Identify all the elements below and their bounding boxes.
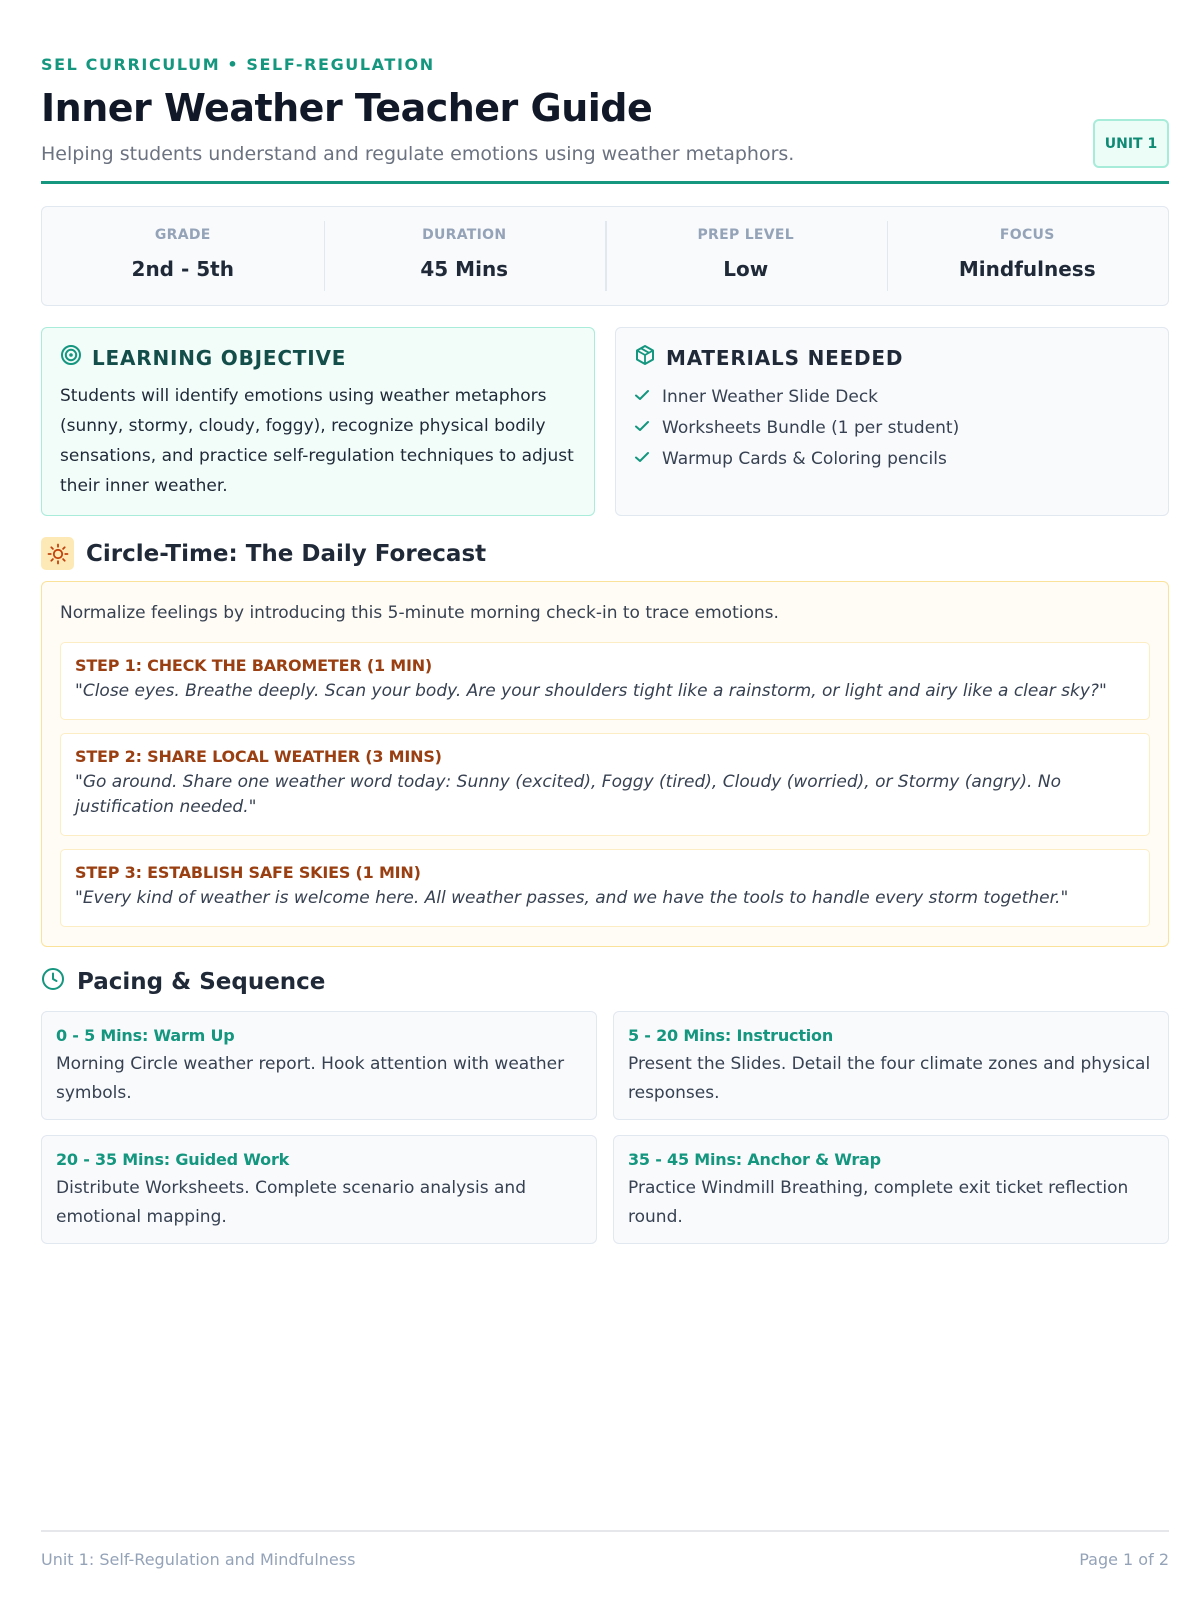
materials-title: MATERIALS NEEDED (666, 345, 904, 370)
package-icon (634, 344, 656, 371)
stat-label: GRADE (154, 227, 211, 243)
section-title: Circle-Time: The Daily Forecast (86, 540, 487, 567)
pacing-text: Present the Slides. Detail the four climate zones and physical responses. (628, 1054, 1151, 1103)
stat-value: 2nd - 5th (131, 257, 234, 281)
daily-forecast-panel (41, 581, 1169, 947)
pacing-label: 5 - 20 Mins: Instruction (628, 1026, 834, 1045)
check-icon (634, 387, 650, 407)
pacing-label: 35 - 45 Mins: Anchor & Wrap (628, 1150, 881, 1169)
pacing-text: Distribute Worksheets. Complete scenario analysis and emotional mapping. (56, 1178, 526, 1227)
step-quote: "Close eyes. Breathe deeply. Scan your body. Are your shoulders tight like a rainstorm, or light and airy like a clear sky?" (75, 681, 1107, 701)
step-quote: "Every kind of weather is welcome here. All weather passes, and we have the tools to handle every storm together." (75, 888, 1069, 908)
materials-card (615, 327, 1169, 516)
header-divider (41, 181, 1169, 184)
stat-prep-level (605, 207, 887, 305)
circle-time-heading (41, 537, 486, 570)
stats-bar (41, 206, 1169, 306)
objective-title: LEARNING OBJECTIVE (92, 345, 347, 370)
pacing-label: 0 - 5 Mins: Warm Up (56, 1026, 235, 1045)
page-subtitle: Helping students understand and regulate emotions using weather metaphors. (41, 143, 795, 165)
pacing-label: 20 - 35 Mins: Guided Work (56, 1150, 290, 1169)
stat-value: Mindfulness (958, 257, 1096, 281)
material-label: Warmup Cards & Coloring pencils (662, 448, 947, 469)
material-label: Inner Weather Slide Deck (662, 386, 879, 407)
step-label: STEP 3: ESTABLISH SAFE SKIES (1 MIN) (75, 863, 421, 882)
stat-duration (324, 207, 606, 305)
stat-label: FOCUS (999, 227, 1055, 243)
stat-focus (887, 207, 1169, 305)
section-title: Pacing & Sequence (77, 968, 326, 995)
footer-divider (41, 1530, 1169, 1532)
list-item (634, 443, 1150, 474)
pacing-block (41, 1011, 597, 1120)
pacing-block (613, 1135, 1169, 1244)
step-label: STEP 2: SHARE LOCAL WEATHER (3 MINS) (75, 747, 442, 766)
eyebrow-label: SEL CURRICULUM • SELF-REGULATION (41, 55, 435, 74)
forecast-intro: Normalize feelings by introducing this 5-minute morning check-in to trace emotions. (60, 603, 779, 623)
page-title: Inner Weather Teacher Guide (41, 86, 653, 130)
sun-icon (41, 537, 74, 570)
list-item (634, 381, 1150, 412)
footer-unit-label: Unit 1: Self-Regulation and Mindfulness (41, 1550, 356, 1569)
materials-header (634, 344, 1150, 371)
list-item (634, 412, 1150, 443)
stat-value: Low (723, 257, 769, 281)
step-card (60, 642, 1150, 720)
pacing-text: Practice Windmill Breathing, complete exit ticket reflection round. (628, 1178, 1129, 1227)
step-label: STEP 1: CHECK THE BAROMETER (1 MIN) (75, 656, 433, 675)
check-icon (634, 418, 650, 438)
step-card (60, 733, 1150, 836)
pacing-text: Morning Circle weather report. Hook attention with weather symbols. (56, 1054, 565, 1103)
target-icon (60, 344, 82, 371)
step-card (60, 849, 1150, 927)
stat-label: DURATION (422, 227, 507, 243)
materials-list (634, 381, 1150, 474)
unit-badge: UNIT 1 (1093, 119, 1169, 168)
objective-header (60, 344, 576, 371)
pacing-heading (41, 967, 325, 996)
clock-icon (41, 967, 65, 996)
stat-grade (42, 207, 324, 305)
step-quote: "Go around. Share one weather word today: Sunny (excited), Foggy (tired), Cloudy (worried), or Stormy (angry). No justification needed." (75, 772, 1061, 817)
learning-objective-card (41, 327, 595, 516)
stat-value: 45 Mins (420, 257, 509, 281)
pacing-block (41, 1135, 597, 1244)
teacher-guide-page (41, 0, 1169, 1600)
objective-text: Students will identify emotions using weather metaphors (sunny, stormy, cloudy, foggy), recognize physical bodily sensations, and practice self-regulation techniques to adjust their inner weather. (60, 386, 574, 496)
material-label: Worksheets Bundle (1 per student) (662, 417, 960, 438)
stat-label: PREP LEVEL (697, 227, 795, 243)
check-icon (634, 449, 650, 469)
page-number: Page 1 of 2 (1079, 1550, 1169, 1569)
pacing-block (613, 1011, 1169, 1120)
